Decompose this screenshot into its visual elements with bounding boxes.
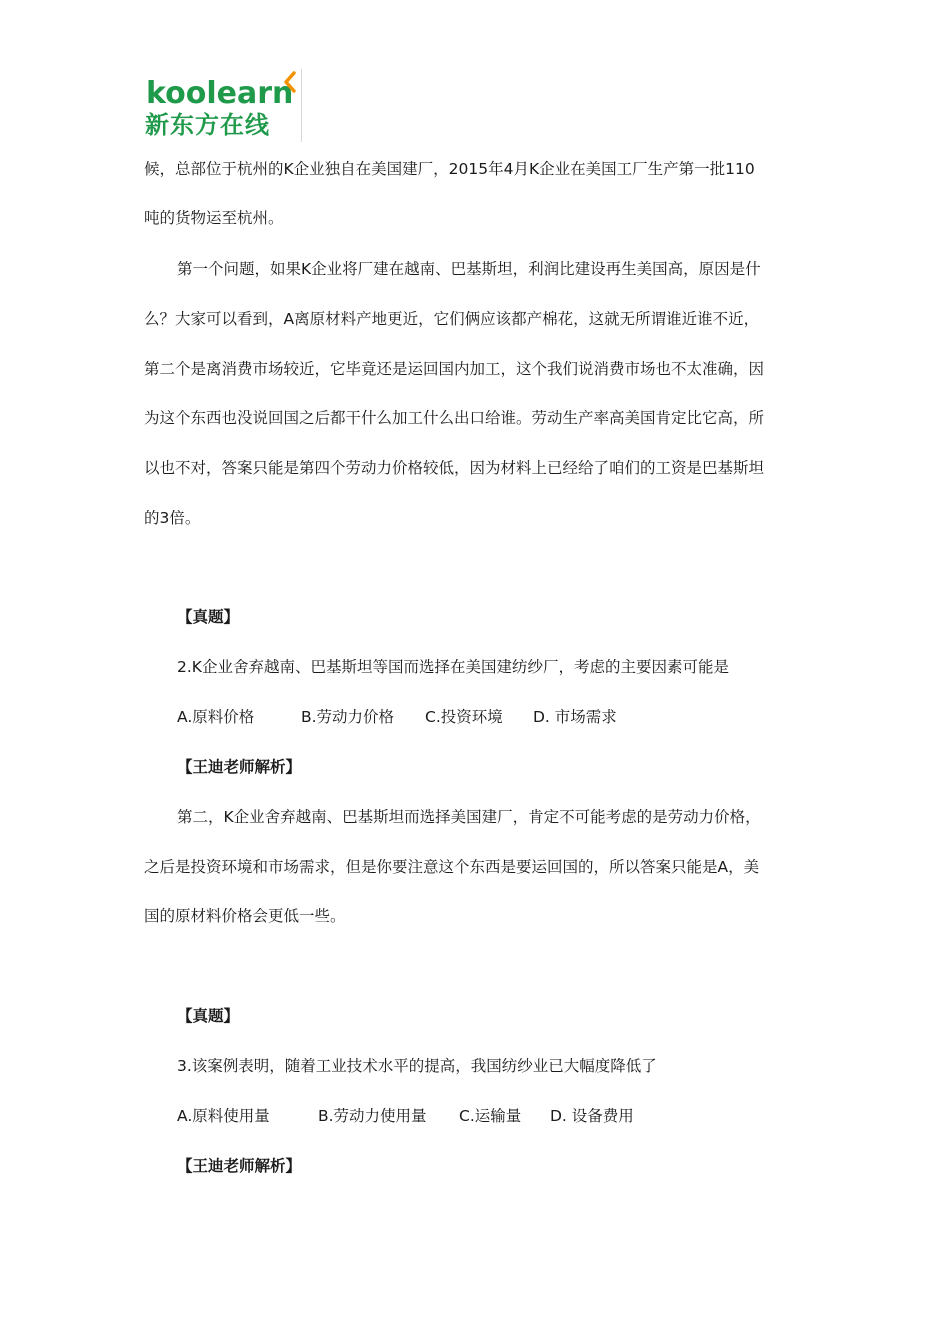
- option-d: D. 市场需求: [533, 708, 617, 726]
- option-c: C.投资环境: [425, 708, 503, 726]
- question-tag: 【真题】: [177, 1007, 240, 1025]
- paragraph-line: 为这个东西也没说回国之后都干什么加工什么出口给谁。劳动生产率高美国肯定比它高，所: [144, 409, 765, 427]
- paragraph-line: 的3倍。: [144, 509, 201, 527]
- analysis-line: 第二，K企业舍弃越南、巴基斯坦而选择美国建厂，肯定不可能考虑的是劳动力价格，: [177, 808, 761, 826]
- paragraph-line: 吨的货物运至杭州。: [144, 209, 284, 227]
- logo-wordmark: koolearn: [146, 76, 294, 111]
- analysis-tag: 【王迪老师解析】: [177, 758, 302, 776]
- paragraph-line: 么？大家可以看到，A离原材料产地更近，它们俩应该都产棉花，这就无所谓谁近谁不近，: [144, 310, 760, 328]
- option-b: B.劳动力使用量: [318, 1107, 427, 1125]
- option-d: D. 设备费用: [550, 1107, 634, 1125]
- paragraph-line: 以也不对，答案只能是第四个劳动力价格较低，因为材料上已经给了咱们的工资是巴基斯坦: [144, 459, 765, 477]
- analysis-line: 国的原材料价格会更低一些。: [144, 907, 346, 925]
- paragraph-line: 第一个问题，如果K企业将厂建在越南、巴基斯坦，利润比建设再生美国高，原因是什: [177, 260, 761, 278]
- koolearn-logo: [143, 69, 302, 142]
- paragraph-line: 第二个是离消费市场较近，它毕竟还是运回国内加工，这个我们说消费市场也不太准确，因: [144, 360, 765, 378]
- option-a: A.原料使用量: [177, 1107, 270, 1125]
- option-c: C.运输量: [459, 1107, 522, 1125]
- analysis-line: 之后是投资环境和市场需求，但是你要注意这个东西是要运回国的，所以答案只能是A，美: [144, 858, 760, 876]
- option-a: A.原料价格: [177, 708, 255, 726]
- question-tag: 【真题】: [177, 608, 240, 626]
- chevron-icon: [283, 71, 297, 93]
- question-text: 3.该案例表明，随着工业技术水平的提高，我国纺纱业已大幅度降低了: [177, 1057, 657, 1075]
- paragraph-line: 候，总部位于杭州的K企业独自在美国建厂，2015年4月K企业在美国工厂生产第一批110: [144, 160, 755, 178]
- analysis-tag: 【王迪老师解析】: [177, 1157, 302, 1175]
- logo-chinese-name: 新东方在线: [145, 111, 270, 139]
- option-b: B.劳动力价格: [301, 708, 395, 726]
- question-text: 2.K企业舍弃越南、巴基斯坦等国而选择在美国建纺纱厂，考虑的主要因素可能是: [177, 658, 729, 676]
